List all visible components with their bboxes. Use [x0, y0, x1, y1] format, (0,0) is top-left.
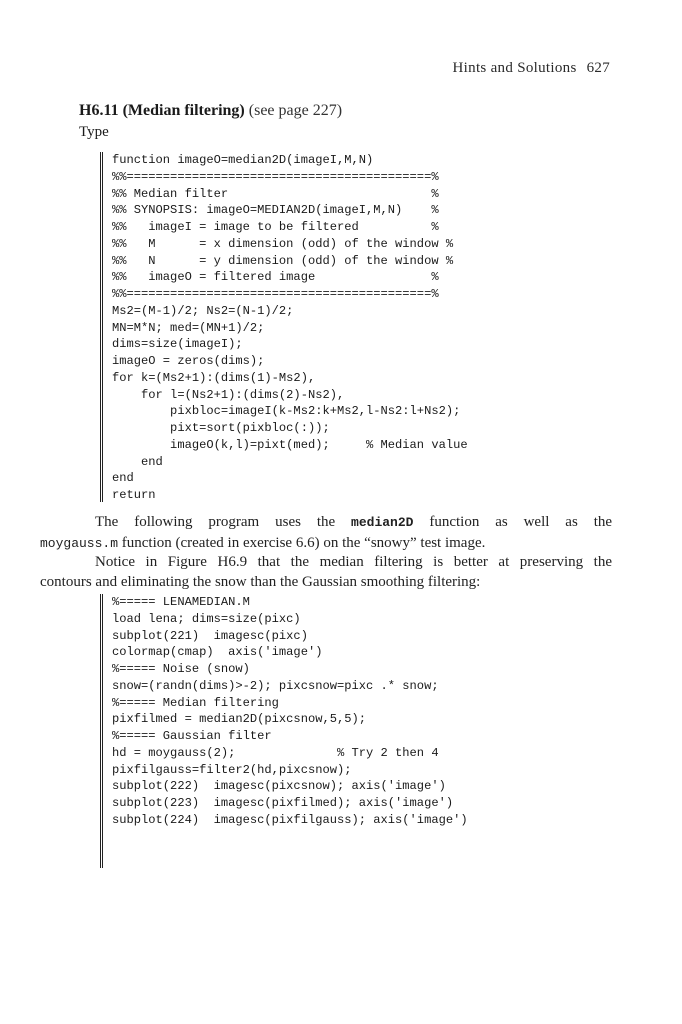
paragraph-1-text-a: The following program uses the	[95, 514, 336, 530]
code-line: dims=size(imageI);	[112, 337, 243, 352]
code-line: for k=(Ms2+1):(dims(1)-Ms2),	[112, 370, 316, 385]
section-heading	[79, 102, 342, 120]
section-page-reference: (see page 227)	[248, 102, 343, 119]
code-line: MN=M*N; med=(MN+1)/2;	[112, 320, 265, 335]
median2d-inline-code: median2D	[351, 515, 414, 530]
paragraph-program-description	[40, 512, 612, 554]
code-line: %%==========================================%	[112, 287, 439, 301]
lenamedian-code-listing	[100, 594, 468, 868]
code-line: %===== Median filtering	[112, 695, 279, 710]
code-line: hd = moygauss(2); % Try 2 then 4	[112, 745, 439, 760]
code-line: %%==========================================%	[112, 169, 439, 184]
code-line: return	[112, 488, 156, 502]
code-line: for l=(Ns2+1):(dims(2)-Ns2),	[112, 387, 345, 402]
code-line: %% imageI = image to be filtered %	[112, 220, 439, 234]
code-line: imageO = zeros(dims);	[112, 354, 265, 368]
code-line: %===== Noise (snow)	[112, 662, 250, 676]
code-line: pixfilmed = median2D(pixcsnow,5,5);	[112, 712, 367, 727]
code-line: snow=(randn(dims)>-2); pixcsnow=pixc .* snow;	[112, 678, 439, 693]
moygauss-inline-code: moygauss.m	[40, 536, 119, 551]
paragraph-1-text-b: function as well as the	[429, 514, 613, 530]
code-line: subplot(224) imagesc(pixfilgauss); axis('image')	[112, 812, 468, 827]
median2d-code-listing	[100, 152, 468, 502]
code-line: pixbloc=imageI(k-Ms2:k+Ms2,l-Ns2:l+Ns2);	[112, 404, 461, 419]
code-line: %% Median filter %	[112, 186, 439, 201]
type-instruction: Type	[79, 124, 109, 140]
code-line: imageO(k,l)=pixt(med); % Median value	[112, 437, 468, 452]
code-line: %===== Gaussian filter	[112, 729, 272, 743]
running-head-title: Hints and Solutions	[452, 60, 577, 76]
code-line: %% M = x dimension (odd) of the window %	[112, 236, 454, 251]
code-line: subplot(223) imagesc(pixfilmed); axis('image')	[112, 796, 454, 810]
paragraph-notice	[40, 552, 612, 592]
code-line: colormap(cmap) axis('image')	[112, 645, 323, 660]
code-line: function imageO=median2D(imageI,M,N)	[112, 153, 374, 167]
code-line: subplot(221) imagesc(pixc)	[112, 628, 308, 643]
paragraph-2-line-1: Notice in Figure H6.9 that the median filtering is better at preserving the	[95, 554, 612, 570]
code-line: end	[112, 471, 134, 486]
running-head	[453, 60, 610, 77]
code-line: %===== LENAMEDIAN.M	[112, 595, 250, 609]
code-line: %% imageO = filtered image %	[112, 270, 439, 285]
code-line: pixt=sort(pixbloc(:));	[112, 421, 330, 435]
section-label: H6.11 (Median filtering)	[79, 102, 245, 119]
code-line: %% SYNOPSIS: imageO=MEDIAN2D(imageI,M,N) %	[112, 203, 439, 218]
paragraph-1-text-c: function (created in exercise 6.6) on the “snowy” test image.	[121, 535, 486, 551]
page-number: 627	[586, 60, 610, 76]
code-line: subplot(222) imagesc(pixcsnow); axis('image')	[112, 779, 446, 794]
code-line: Ms2=(M-1)/2; Ns2=(N-1)/2;	[112, 303, 294, 318]
paragraph-2-line-2: contours and eliminating the snow than the Gaussian smoothing filtering:	[40, 574, 481, 590]
code-line: %% N = y dimension (odd) of the window %	[112, 253, 454, 268]
code-line: pixfilgauss=filter2(hd,pixcsnow);	[112, 762, 352, 777]
code-line: end	[112, 454, 163, 469]
code-line: load lena; dims=size(pixc)	[112, 611, 301, 626]
